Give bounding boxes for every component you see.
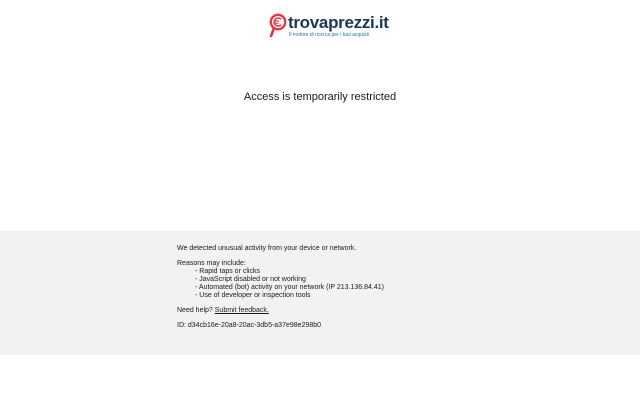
reason-item: - Rapid taps or clicks <box>195 268 260 275</box>
incident-id: ID: d34cb16e-20a8-20ac-3db5-a37e98e298b0 <box>177 322 322 329</box>
submit-feedback-link[interactable]: Submit feedback. <box>214 307 269 314</box>
detected-message: We detected unusual activity from your device or network. <box>177 245 357 252</box>
reason-item: - Use of developer or inspection tools <box>195 292 311 299</box>
help-line <box>177 307 384 315</box>
reason-item: - Automated (bot) activity on your network (IP 213.136.84.41) <box>195 284 384 291</box>
page-title: Access is temporarily restricted <box>243 91 397 103</box>
reasons-list <box>177 268 384 300</box>
info-panel <box>0 231 640 355</box>
reason-item: - JavaScript disabled or not working <box>195 276 306 283</box>
brand-tagline: Il motore di ricerca per i tuoi acquisti <box>289 32 370 38</box>
reasons-intro: Reasons may include: <box>177 260 246 267</box>
magnifier-euro-icon <box>268 13 290 39</box>
help-prefix: Need help? <box>177 307 213 314</box>
brand-logo[interactable] <box>268 13 389 39</box>
info-content <box>177 245 384 330</box>
brand-name: trovaprezzi.it <box>288 13 389 32</box>
